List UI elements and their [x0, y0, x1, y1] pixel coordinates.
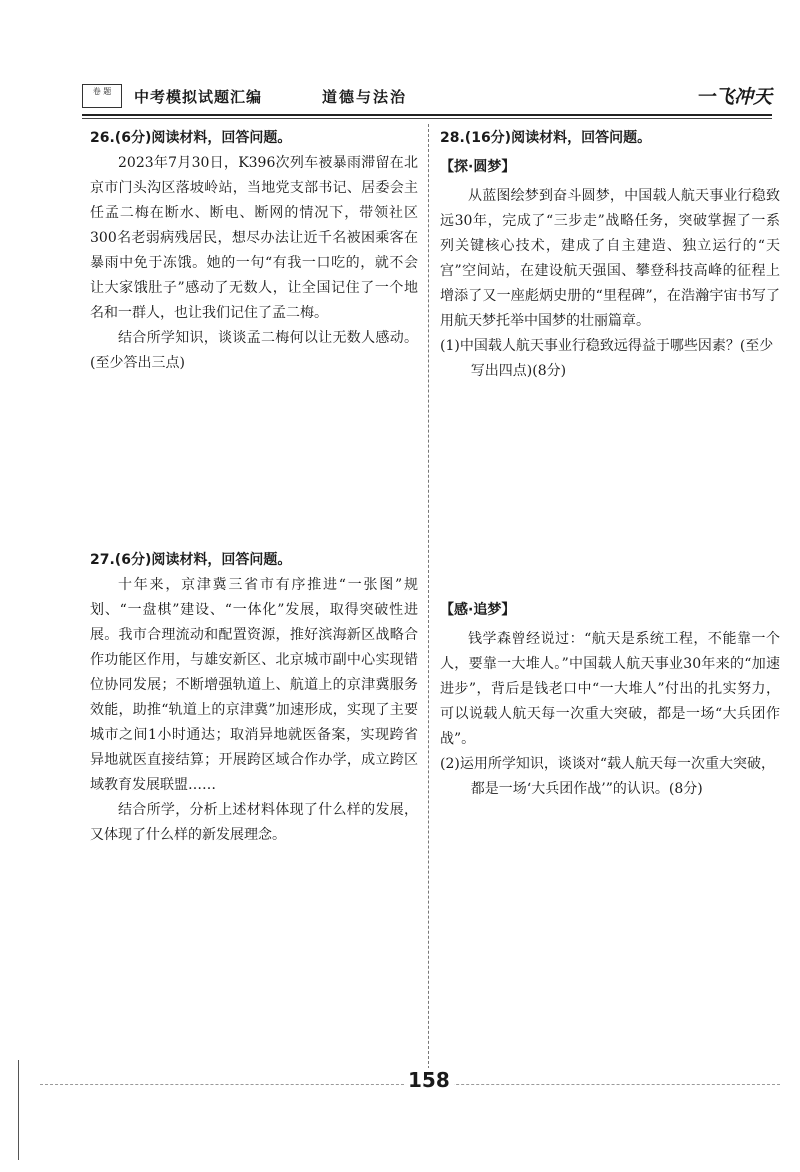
column-divider	[428, 124, 429, 1074]
question-28-part2	[440, 594, 780, 802]
brand-logo: 一飞冲天	[695, 86, 772, 108]
page-header	[82, 82, 772, 112]
question-28-material1: 从蓝图绘梦到奋斗圆梦，中国载人航天事业行稳致远30年，完成了“三步走”战略任务，突破掌握了一系列关键核心技术，建成了自主建造、独立运行的“天宫”空间站，在建设航天强国、攀登科技高峰的征程上增添了又一座彪炳史册的“里程碑”，在浩瀚宇宙书写了用航天梦托举中国梦的壮丽篇章。	[440, 188, 780, 329]
section-tag-dream: 【探·圆梦】	[440, 159, 516, 175]
header-divider-thin	[82, 118, 772, 119]
series-title: 中考模拟试题汇编	[134, 88, 263, 106]
question-26-title: 26.(6分)阅读材料，回答问题。	[90, 130, 292, 146]
question-28-sub1: (1)中国载人航天事业行稳致远得益于哪些因素？(至少写出四点)(8分)	[440, 338, 774, 379]
header-divider	[82, 114, 772, 116]
question-28-material2: 钱学森曾经说过：“航天是系统工程，不能靠一个人，要靠一大堆人。”中国载人航天事业30年来的“加速进步”，背后是钱老口中“一大堆人”付出的扎实努力，可以说载人航天每一次重大突破，都是一场“大兵团作战”。	[440, 631, 780, 747]
question-28-title: 28.(16分)阅读材料，回答问题。	[440, 130, 652, 146]
question-27-material: 十年来，京津冀三省市有序推进“一张图”规划、“一盘棋”建设、“一体化”发展，取得突破性进展。我市合理流动和配置资源，推好滨海新区战略合作功能区作用，与雄安新区、北京城市副中心实现错位协同发展；不断增强轨道上、航道上的京津冀服务效能，助推“轨道上的京津冀”加速形成，实现了主要城市之间1小时通达；取消异地就医备案，实现跨省异地就医直接结算；开展跨区域合作办学，成立跨区域教育发展联盟……	[90, 577, 418, 793]
section-tag-chase: 【感·追梦】	[440, 602, 516, 618]
question-28-sub2: (2)运用所学知识，谈谈对“载人航天每一次重大突破，都是一场‘大兵团作战’”的认识。(8分)	[440, 756, 775, 797]
question-27	[90, 548, 418, 848]
question-27-prompt: 结合所学，分析上述材料体现了什么样的发展，又体现了什么样的新发展理念。	[90, 802, 418, 843]
question-26-prompt: 结合所学知识，谈谈孟二梅何以让无数人感动。(至少答出三点)	[90, 330, 418, 371]
page-number: 158	[404, 1068, 454, 1092]
question-28-part1	[440, 126, 780, 384]
subject-title: 道德与法治	[322, 88, 408, 106]
question-26-material: 2023年7月30日，K396次列车被暴雨滞留在北京市门头沟区落坡岭站，当地党支部书记、居委会主任孟二梅在断水、断电、断网的情况下，带领社区300名老弱病残居民，想尽办法让近千名被困乘客在暴雨中免于冻饿。她的一句“有我一口吃的，就不会让大家饿肚子”感动了无数人，让全国记住了一个地名和一群人，也让我们记住了孟二梅。	[90, 155, 418, 321]
series-logo: 卷 题	[82, 84, 122, 108]
question-26	[90, 126, 418, 376]
binding-edge	[18, 1060, 19, 1160]
question-27-title: 27.(6分)阅读材料，回答问题。	[90, 552, 292, 568]
